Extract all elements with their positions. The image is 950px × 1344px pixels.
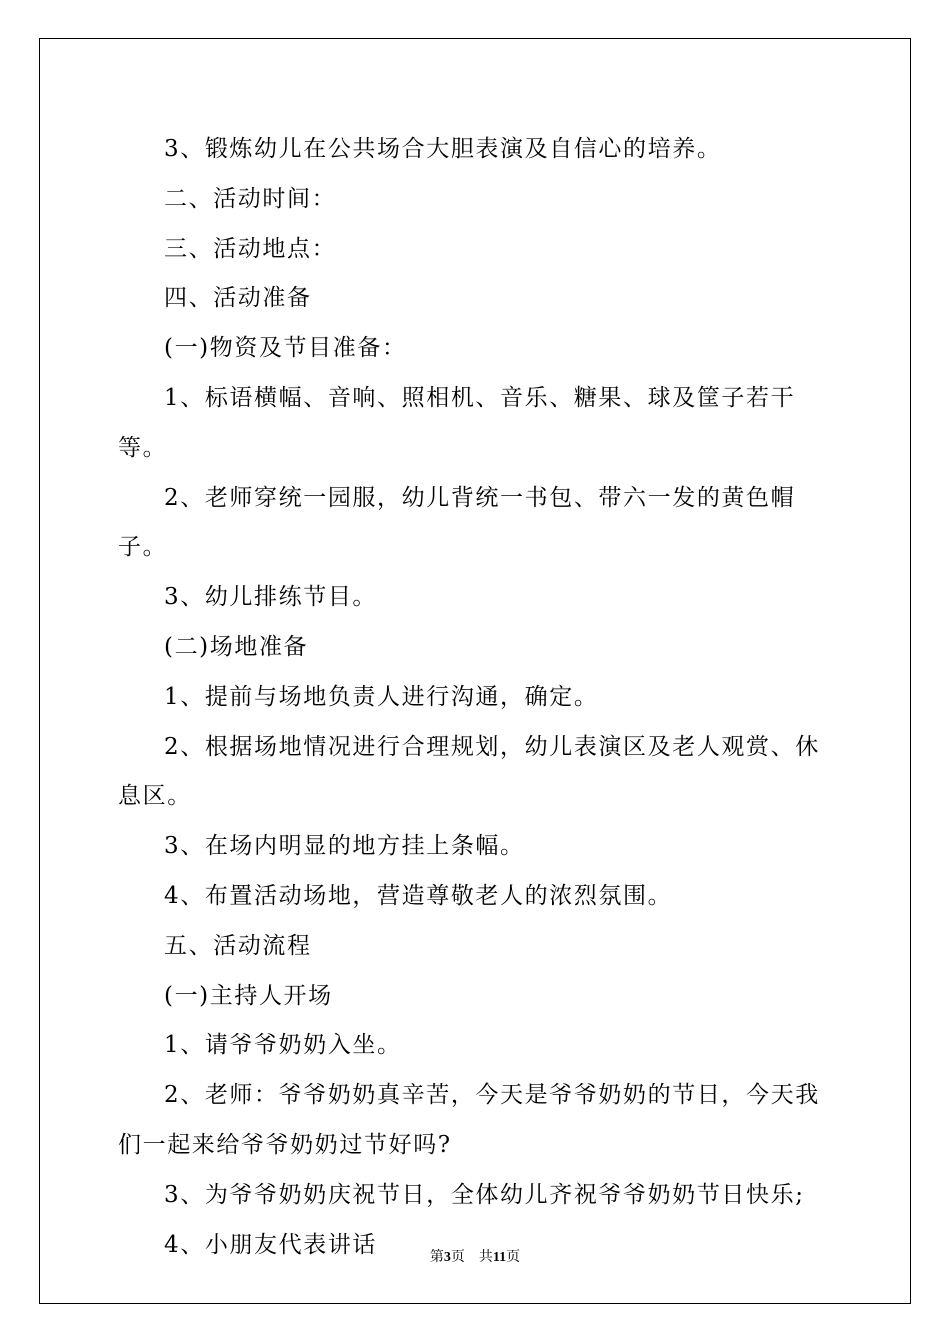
paragraph: 3、锻炼幼儿在公共场合大胆表演及自信心的培养。 — [164, 136, 722, 162]
page-footer — [0, 1246, 950, 1266]
paragraph: 1、提前与场地负责人进行沟通，确定。 — [164, 683, 599, 710]
paragraph: 2、老师：爷爷奶奶真辛苦，今天是爷爷奶奶的节日，今天我们一起来给爷爷奶奶过节好吗? — [118, 1082, 820, 1158]
section-heading: 五、活动流程 — [164, 932, 312, 959]
paragraph: 3、在场内明显的地方挂上条幅。 — [164, 833, 525, 860]
footer-page-suffix: 页 — [450, 1250, 465, 1265]
document-body — [118, 125, 838, 1270]
footer-total-prefix: 共 — [478, 1250, 493, 1265]
section-heading: 二、活动时间： — [164, 185, 337, 212]
subsection-heading: (一)物资及节目准备： — [164, 335, 407, 362]
paragraph: 4、小朋友代表讲话 — [164, 1231, 378, 1258]
subsection-heading: (二)场地准备 — [164, 633, 309, 660]
section-heading: 四、活动准备 — [164, 285, 312, 312]
paragraph: 4、布置活动场地，营造尊敬老人的浓烈氛围。 — [164, 882, 673, 909]
total-page-count: 11 — [492, 1250, 507, 1265]
paragraph: 2、根据场地情况进行合理规划，幼儿表演区及老人观赏、休息区。 — [118, 733, 820, 810]
paragraph: 3、幼儿排练节目。 — [164, 584, 378, 611]
paragraph: 3、为爷爷奶奶庆祝节日，全体幼儿齐祝爷爷奶奶节日快乐; — [164, 1181, 805, 1208]
paragraph: 1、请爷爷奶奶入坐。 — [164, 1032, 402, 1059]
footer-prefix: 第 — [429, 1250, 444, 1265]
footer-total-suffix: 页 — [506, 1250, 521, 1265]
current-page-number: 3 — [443, 1250, 451, 1265]
subsection-heading: (一)主持人开场 — [164, 982, 333, 1009]
section-heading: 三、活动地点： — [164, 235, 337, 262]
paragraph: 1、标语横幅、音响、照相机、音乐、糖果、球及筐子若干等。 — [118, 384, 796, 461]
paragraph: 2、老师穿统一园服，幼儿背统一书包、带六一发的黄色帽子。 — [118, 484, 796, 561]
